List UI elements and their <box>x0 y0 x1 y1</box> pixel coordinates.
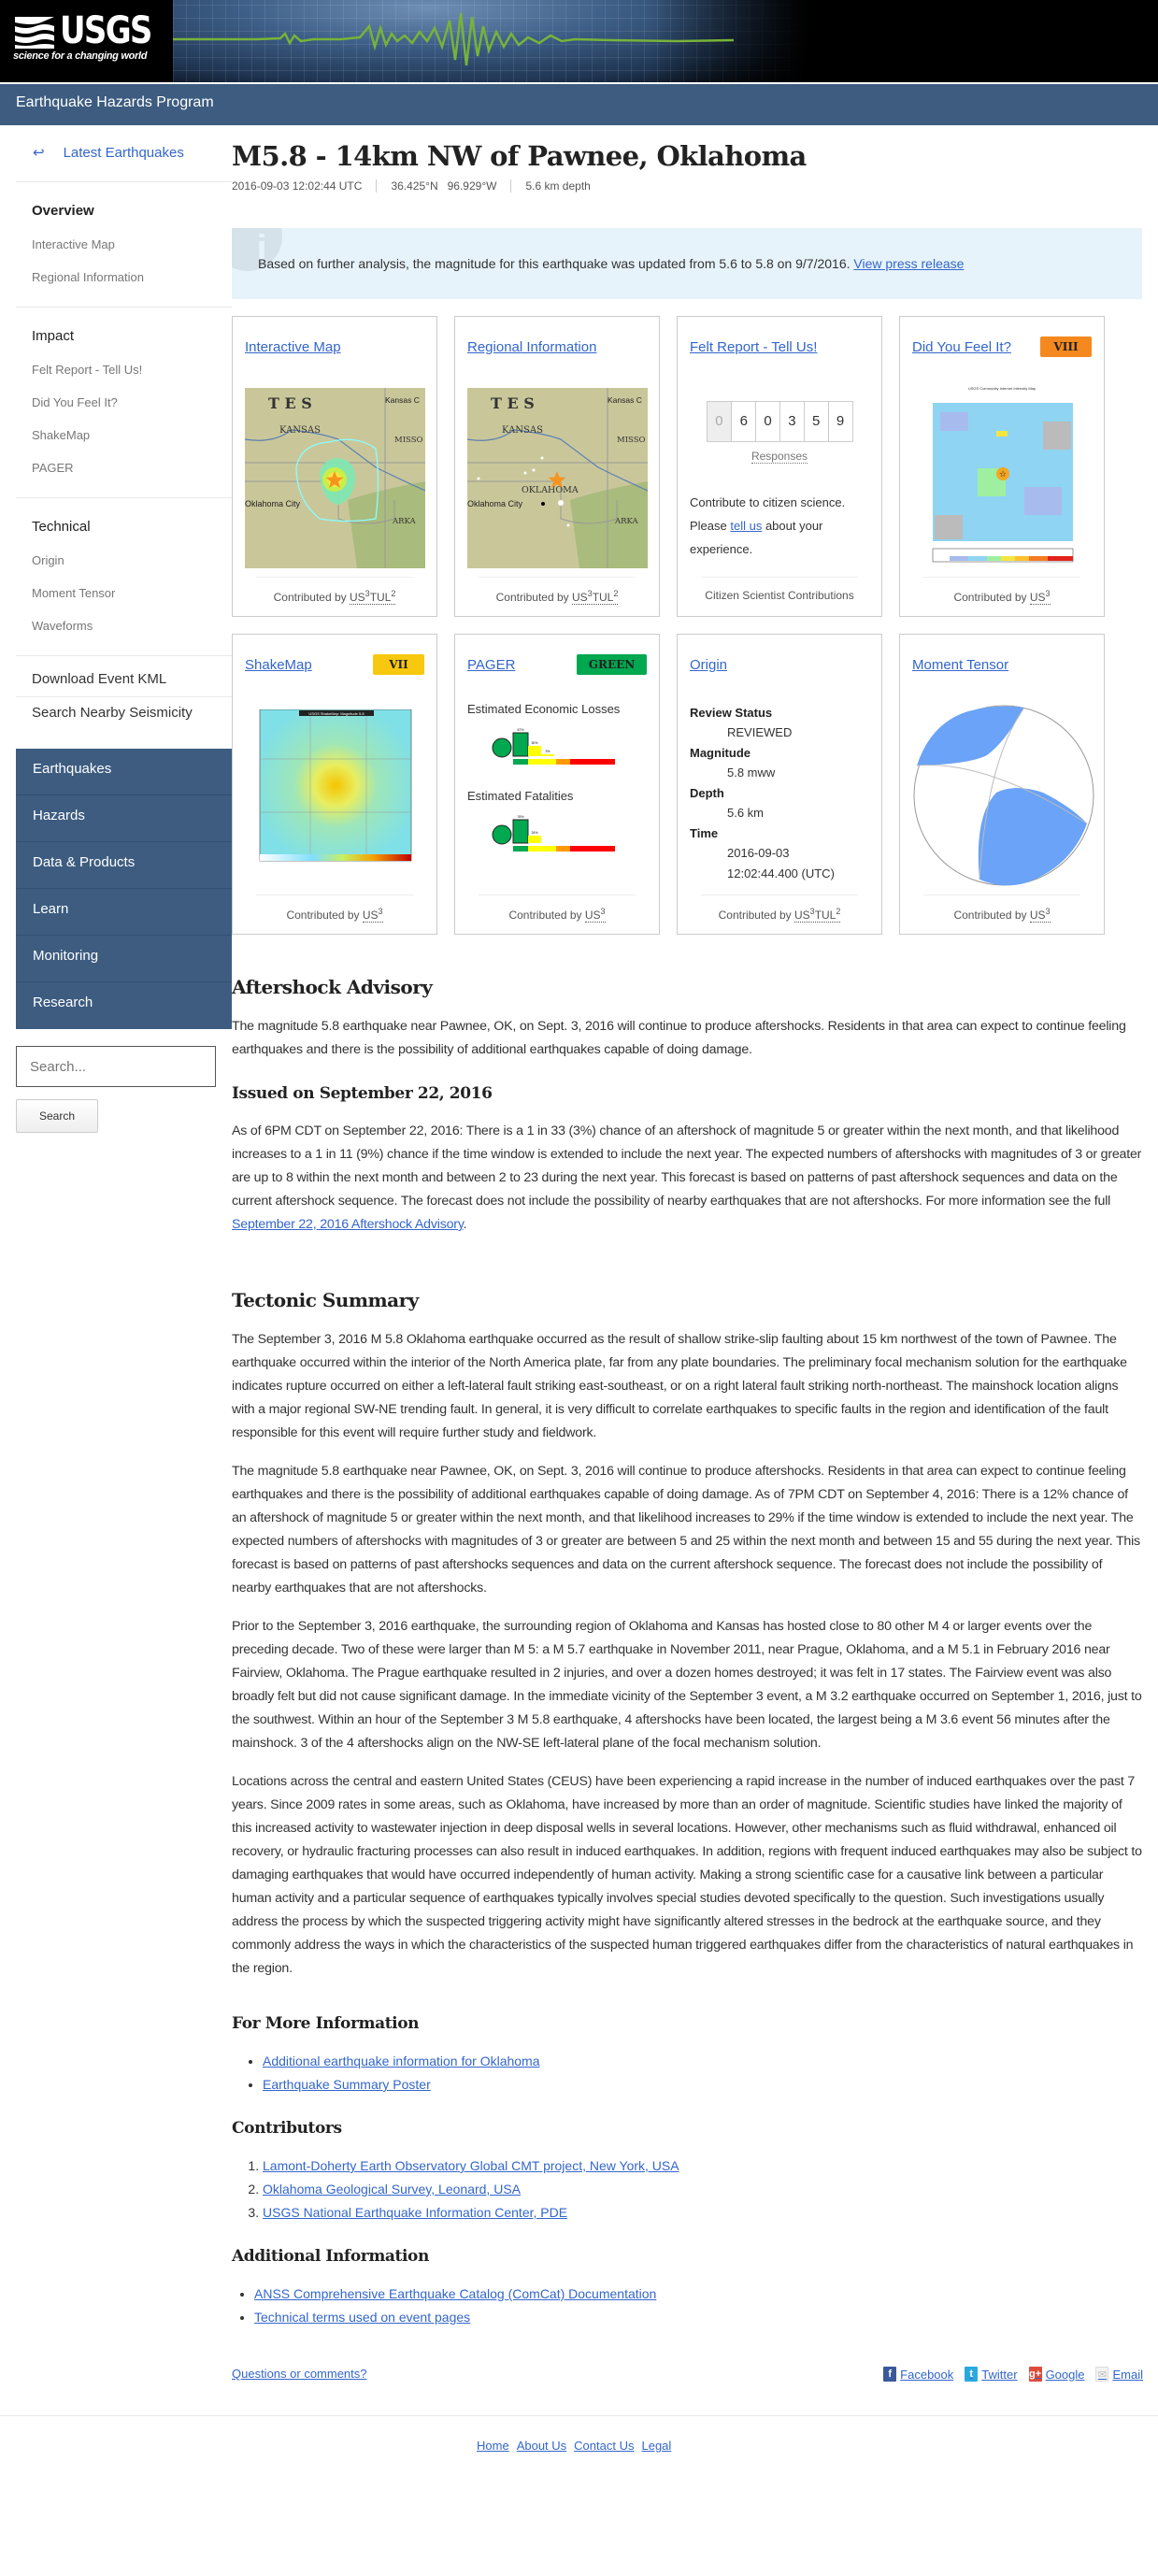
site-header <box>0 0 1158 84</box>
intensity-badge: VIII <box>1040 336 1092 357</box>
svg-text:76%: 76% <box>517 815 524 819</box>
shakemap-thumbnail[interactable] <box>245 709 425 890</box>
info-icon: i <box>232 228 282 271</box>
alert-text: Based on further analysis, the magnitude for this earthquake was updated from 5.6 to 5.8 on 9/7/2016. <box>258 256 851 271</box>
footer-divider <box>0 2415 1158 2416</box>
share-email[interactable]: ✉ Email <box>1095 2367 1143 2382</box>
oklahoma-info-link[interactable]: Additional earthquake information for Oklahoma <box>263 2054 540 2068</box>
svg-text:USGS Community Internet Intens: USGS Community Internet Intensity Map <box>967 386 1036 391</box>
logo-text: USGS <box>60 9 151 52</box>
tectonic-paragraph: The magnitude 5.8 earthquake near Pawnee, OK, on Sept. 3, 2016 will continue to produce aftershocks. Residents in that area can expect to continue feeling earthquakes and there is the possibility of additional earthquakes capable of doing damage. As of 7PM CDT on September 4, 2016: There is a 12% chance of an aftershock of magnitude 5 or greater within the next month, and that likelihood increases to 29% if the time window is extended to include the next year. The expected numbers of aftershocks with magnitudes of 3 or greater are between 5 and 25 within the next month and between 15 and 55 during the next year. This forecast is based on patterns of past aftershocks sequences and data on the current aftershock sequence. The forecast does not include the possibility of nearby earthquakes that are not aftershocks. <box>232 1464 1140 1596</box>
event-lat: 36.425°N <box>391 179 438 193</box>
time-value: 2016-09-03 12:02:44.400 (UTC) <box>727 846 835 880</box>
nav-hazards[interactable]: Hazards <box>16 795 232 842</box>
svg-text:24%: 24% <box>531 831 538 835</box>
footer-legal-link[interactable]: Legal <box>641 2439 672 2453</box>
nav-research[interactable]: Research <box>33 995 93 1010</box>
citizen-science-text: Contribute to citizen science. Please tell us about your experience. <box>690 495 846 556</box>
card-title-shakemap[interactable]: ShakeMap <box>245 656 312 673</box>
card-title-moment-tensor[interactable]: Moment Tensor <box>912 656 1009 673</box>
magnitude-label: Magnitude <box>690 746 751 760</box>
search-button[interactable]: Search <box>16 1099 98 1133</box>
contributed-by-label: Contributed by <box>273 591 347 604</box>
response-digit: 5 <box>804 402 828 441</box>
card-title-regional-information[interactable]: Regional Information <box>467 338 597 355</box>
nav-data-products[interactable]: Data & Products <box>16 842 232 889</box>
response-digit: 0 <box>708 402 732 441</box>
depth-value: 5.6 km <box>727 806 765 820</box>
beachball-diagram[interactable] <box>912 704 1095 887</box>
search-input[interactable] <box>16 1046 216 1087</box>
page-footer-row <box>232 2367 1143 2382</box>
sidebar-group-overview <box>16 192 232 297</box>
svg-text:30%: 30% <box>531 741 538 745</box>
card-interactive-map[interactable] <box>232 316 437 617</box>
sidebar-item-shakemap[interactable]: ShakeMap <box>32 428 91 442</box>
footer-contact-link[interactable]: Contact Us <box>574 2439 635 2453</box>
origin-details <box>690 706 869 884</box>
map-label: ARKA <box>615 517 638 526</box>
depth-label: Depth <box>690 786 724 800</box>
contributor-link[interactable]: USGS National Earthquake Information Center, PDE <box>263 2205 568 2220</box>
summary-cards <box>232 316 1143 935</box>
aftershock-advisory-link[interactable]: September 22, 2016 Aftershock Advisory <box>232 1217 464 1232</box>
sidebar <box>16 125 232 2509</box>
contributed-by-label: Contributed by <box>495 591 569 604</box>
contributors-list <box>232 2154 1143 2225</box>
svg-text:USGS ShakeMap: Magnitude 5.8: USGS ShakeMap: Magnitude 5.8 <box>308 711 365 716</box>
issued-heading: Issued on September 22, 2016 <box>232 1084 493 1103</box>
aftershock-intro: The magnitude 5.8 earthquake near Pawnee, OK, on Sept. 3, 2016 will continue to produce aftershocks. Residents in that area can expect to continue feeling earthquakes and there is the possibility of additional earthquakes capable of doing damage. <box>232 1019 1126 1057</box>
summary-poster-link[interactable]: Earthquake Summary Poster <box>263 2077 431 2092</box>
sidebar-item-dyfi[interactable]: Did You Feel It? <box>32 395 118 409</box>
map-label: KANSAS <box>279 425 321 436</box>
email-icon: ✉ <box>1095 2367 1108 2382</box>
event-location <box>376 179 510 193</box>
contributor-link[interactable]: Lamont-Doherty Earth Observatory Global CMT project, New York, USA <box>263 2158 679 2173</box>
contributor-codes[interactable]: $US^3$ <box>362 907 383 922</box>
map-label: Oklahoma City <box>467 499 523 508</box>
card-footer: Citizen Scientist Contributions <box>701 577 858 616</box>
usgs-logo[interactable] <box>13 9 167 62</box>
divider <box>16 181 232 182</box>
card-pager[interactable] <box>454 634 660 935</box>
footer-about-link[interactable]: About Us <box>516 2439 567 2453</box>
card-regional-information[interactable] <box>454 316 660 617</box>
tectonic-paragraph: Locations across the central and eastern United States (CEUS) have been experiencing a rapid increase in the number of induced earthquakes over the past 7 years. Since 2009 rates in some areas, such as Oklahoma, have increased by more than an order of magnitude. Scientific studies have linked the majority of this increased activity to wastewater injection in deep disposal wells in several locations. However, other mechanisms such as fluid withdrawal, enhanced oil recovery, or hydraulic fracturing processes can also result in induced earthquakes. In addition, regions with frequent induced earthquakes may also be subject to damaging earthquakes that would have occurred independently of human activity. Making a strong scientific case for a causative link between a particular human activity and a particular sequence of earthquakes typically involves special studies devoted specifically to the question. Such investigations usually address the process by which the suspected triggering activity might have significantly altered stresses in the bedrock at the earthquake source, and they commonly address the ways in which the characteristics of the suspected human triggered earthquakes differ from the characteristics of natural earthquakes in the region. <box>232 1774 1142 1976</box>
tectonic-paragraph: The September 3, 2016 M 5.8 Oklahoma earthquake occurred as the result of shallow strike-slip faulting about 15 km northwest of the town of Pawnee. The earthquake occurred within the interior of the North America plate, far from any plate boundaries. The preliminary focal mechanism solution for the earthquake indicates rupture occurred on either a left-lateral fault striking east-southeast, or on a right lateral fault striking north-northeast. The mainshock location aligns with a major regional SW-NE trending fault. In general, it is very difficult to correlate earthquakes to specific faults in the region and identification of the fault responsible for this event will require further study and fieldwork. <box>232 1332 1127 1440</box>
map-label: MISSO <box>617 436 646 445</box>
card-footer <box>479 577 636 616</box>
more-info-list <box>232 2050 1143 2097</box>
map-label: ARKA <box>393 517 416 526</box>
svg-text:T E S: T E S <box>268 394 312 412</box>
sidebar-item-origin[interactable]: Origin <box>32 553 64 567</box>
comcat-docs-link[interactable]: ANSS Comprehensive Earthquake Catalog (ComCat) Documentation <box>254 2286 657 2301</box>
main-content <box>232 125 1143 2509</box>
card-footer <box>256 894 413 934</box>
alert-level-badge: GREEN <box>577 654 647 675</box>
site-nav <box>16 749 232 1029</box>
response-counter <box>707 401 853 442</box>
contributor-codes[interactable]: $US^3$ <box>584 907 606 922</box>
intensity-badge: VII <box>373 654 424 675</box>
map-label: Oklahoma City <box>245 499 301 508</box>
share-twitter[interactable]: t Twitter <box>965 2367 1017 2382</box>
nav-earthquakes[interactable]: Earthquakes <box>16 749 232 795</box>
time-label: Time <box>690 826 719 840</box>
sidebar-item-overview[interactable]: Overview <box>32 203 94 219</box>
divider <box>16 497 232 498</box>
share-facebook[interactable]: f Facebook <box>883 2367 953 2382</box>
review-status-label: Review Status <box>690 706 773 720</box>
economic-losses-label: Estimated Economic Losses <box>467 702 621 716</box>
sidebar-group-impact <box>16 317 232 488</box>
card-title-interactive-map[interactable]: Interactive Map <box>245 338 341 355</box>
google-plus-icon: g+ <box>1028 2368 1042 2380</box>
fatalities-histogram <box>492 814 622 866</box>
share-links <box>883 2367 1143 2382</box>
card-felt-report[interactable] <box>677 316 882 617</box>
response-digit: 3 <box>779 402 804 441</box>
card-footer <box>256 577 413 616</box>
responses-label: Responses <box>751 450 808 463</box>
map-label: Kansas C <box>608 395 642 405</box>
page-title: M5.8 - 14km NW of Pawnee, Oklahoma <box>232 140 807 172</box>
svg-text:67%: 67% <box>517 728 524 732</box>
response-digit: 0 <box>755 402 779 441</box>
card-title-pager[interactable]: PAGER <box>467 656 516 673</box>
regional-map-thumbnail[interactable] <box>467 388 648 568</box>
tectonic-paragraph: Prior to the September 3, 2016 earthquake, the surrounding region of Oklahoma and Kansas has hosted close to 80 other M 4 or larger events over the preceding decade. Two of these were larger than M 5: a M 5.7 earthquake in November 2011, near Prague, Oklahoma, and a M 5.1 in February 2016 near Fairview, Oklahoma. The Prague earthquake resulted in 2 injuries, and over a dozen homes destroyed; it was felt in 17 states. The Fairview event was also broadly felt but did not cause significant damage. In the immediate vicinity of the September 3 event, a M 3.2 earthquake occurred on September 1, 2016, just to the southwest. Within an hour of the September 3 M 5.8 earthquake, 4 aftershocks have been located, the largest being a M 3.6 event 56 minutes after the mainshock. 3 of the 4 aftershocks align on the NW-SE left-lateral plane of the focal mechanism solution. <box>232 1619 1142 1751</box>
map-label: OKLAHOMA <box>522 485 579 495</box>
economic-losses-histogram <box>492 727 622 780</box>
additional-info-heading: Additional Information <box>232 2247 429 2266</box>
contributor-link[interactable]: Oklahoma Geological Survey, Leonard, USA <box>263 2182 521 2197</box>
interactive-map-thumbnail[interactable] <box>245 388 425 568</box>
map-label: KANSAS <box>502 425 543 436</box>
dyfi-intensity-map[interactable] <box>912 384 1093 565</box>
seismogram-graphic <box>173 0 808 84</box>
card-footer <box>923 577 1080 616</box>
sidebar-item-pager[interactable]: PAGER <box>32 461 74 475</box>
footer-home-link[interactable]: Home <box>477 2439 509 2453</box>
program-bar[interactable] <box>0 84 1158 125</box>
contributed-by-label: Contributed by <box>718 909 792 922</box>
logo-tagline: science for a changing world <box>13 50 148 62</box>
sidebar-heading-technical[interactable]: Technical <box>32 519 91 535</box>
return-arrow-icon: ↩ <box>33 145 45 161</box>
additional-info-list <box>232 2283 1143 2329</box>
svg-text:☆: ☆ <box>998 469 1008 479</box>
sidebar-item-moment-tensor[interactable]: Moment Tensor <box>32 586 116 600</box>
magnitude-update-alert <box>232 228 1142 299</box>
contributor-codes[interactable]: $US^3$ <box>1029 907 1051 922</box>
contributor-codes[interactable]: $US^3TUL^2$ <box>350 589 396 604</box>
more-info-heading: For More Information <box>232 2014 420 2033</box>
contributors-heading: Contributors <box>232 2119 342 2138</box>
contributor-codes[interactable]: $US^3TUL^2$ <box>572 589 619 604</box>
response-digit: 6 <box>731 402 755 441</box>
svg-text:T E S: T E S <box>491 394 535 412</box>
card-footer <box>479 894 636 934</box>
sidebar-group-technical <box>16 508 232 646</box>
review-status-value: REVIEWED <box>727 725 793 739</box>
latest-earthquakes-link[interactable]: Latest Earthquakes <box>63 144 184 161</box>
card-title-felt-report[interactable]: Felt Report - Tell Us! <box>690 338 818 355</box>
sidebar-item-felt-report[interactable]: Felt Report - Tell Us! <box>32 363 143 377</box>
divider <box>16 655 232 656</box>
response-digit: 9 <box>828 402 852 441</box>
program-title[interactable]: Earthquake Hazards Program <box>16 94 214 110</box>
card-footer <box>923 894 1080 934</box>
card-title-origin[interactable]: Origin <box>690 656 728 673</box>
card-shakemap[interactable] <box>232 634 437 935</box>
contributed-by-label: Contributed by <box>286 909 360 922</box>
event-lon: 96.929°W <box>447 179 497 193</box>
twitter-icon: t <box>965 2367 978 2382</box>
event-meta <box>232 179 1143 193</box>
tectonic-heading: Tectonic Summary <box>232 1289 419 1311</box>
contributor-codes[interactable]: $US^3TUL^2$ <box>794 907 841 922</box>
press-release-link[interactable]: View press release <box>853 256 965 271</box>
technical-terms-link[interactable]: Technical terms used on event pages <box>254 2310 471 2325</box>
sidebar-heading-impact[interactable]: Impact <box>32 328 75 344</box>
divider <box>16 696 232 697</box>
event-depth: 5.6 km depth <box>510 179 604 193</box>
questions-link[interactable]: Questions or comments? <box>232 2367 367 2381</box>
contributed-by-label: Contributed by <box>508 909 582 922</box>
search-nearby-link[interactable]: Search Nearby Seismicity <box>32 705 193 721</box>
share-google[interactable]: g+ Google <box>1028 2367 1085 2382</box>
magnitude-value: 5.8 mww <box>727 766 776 780</box>
card-moment-tensor[interactable] <box>899 634 1105 935</box>
card-title-dyfi[interactable]: Did You Feel It? <box>912 338 1011 355</box>
contributor-codes[interactable]: $US^3$ <box>1029 589 1051 604</box>
card-dyfi[interactable] <box>899 316 1105 617</box>
nav-learn[interactable]: Learn <box>16 889 232 936</box>
map-label: Kansas C <box>385 395 420 405</box>
card-footer <box>701 894 858 934</box>
event-time: 2016-09-03 12:02:44 UTC <box>232 179 363 193</box>
facebook-icon: f <box>883 2367 896 2382</box>
svg-text:3%: 3% <box>545 750 550 753</box>
sidebar-item-regional-information[interactable]: Regional Information <box>32 270 144 284</box>
sidebar-item-interactive-map[interactable]: Interactive Map <box>32 237 115 251</box>
contributed-by-label: Contributed by <box>953 591 1027 604</box>
nav-monitoring[interactable]: Monitoring <box>16 936 232 982</box>
download-kml-link[interactable]: Download Event KML <box>32 671 167 687</box>
sidebar-item-waveforms[interactable]: Waveforms <box>32 619 93 633</box>
issued-text: As of 6PM CDT on September 22, 2016: There is a 1 in 33 (3%) chance of an aftershock of magnitude 5 or greater within the next month, and that likelihood increases to a 1 in 11 (9%) chance if the time window is extended to include the next year. The expected numbers of aftershocks with magnitudes of 3 or greater are up to 8 within the next month and between 2 to 23 during the next year. This forecast is based on patterns of past aftershock sequences and data on the current aftershock sequence. The forecast does not include the possibility of nearby earthquakes that are not aftershocks. For more information see the full September 22, 2016 Aftershock Advisory. <box>232 1123 1142 1232</box>
map-label: MISSO <box>394 436 423 445</box>
divider <box>16 307 232 308</box>
card-origin[interactable] <box>677 634 882 935</box>
tell-us-link[interactable]: tell us <box>730 519 763 533</box>
aftershock-heading: Aftershock Advisory <box>232 976 433 998</box>
contributed-by-label: Contributed by <box>953 909 1027 922</box>
footer-links <box>477 2439 1143 2453</box>
back-link[interactable] <box>16 144 232 172</box>
usgs-waves-icon <box>13 13 56 49</box>
fatalities-label: Estimated Fatalities <box>467 789 574 803</box>
